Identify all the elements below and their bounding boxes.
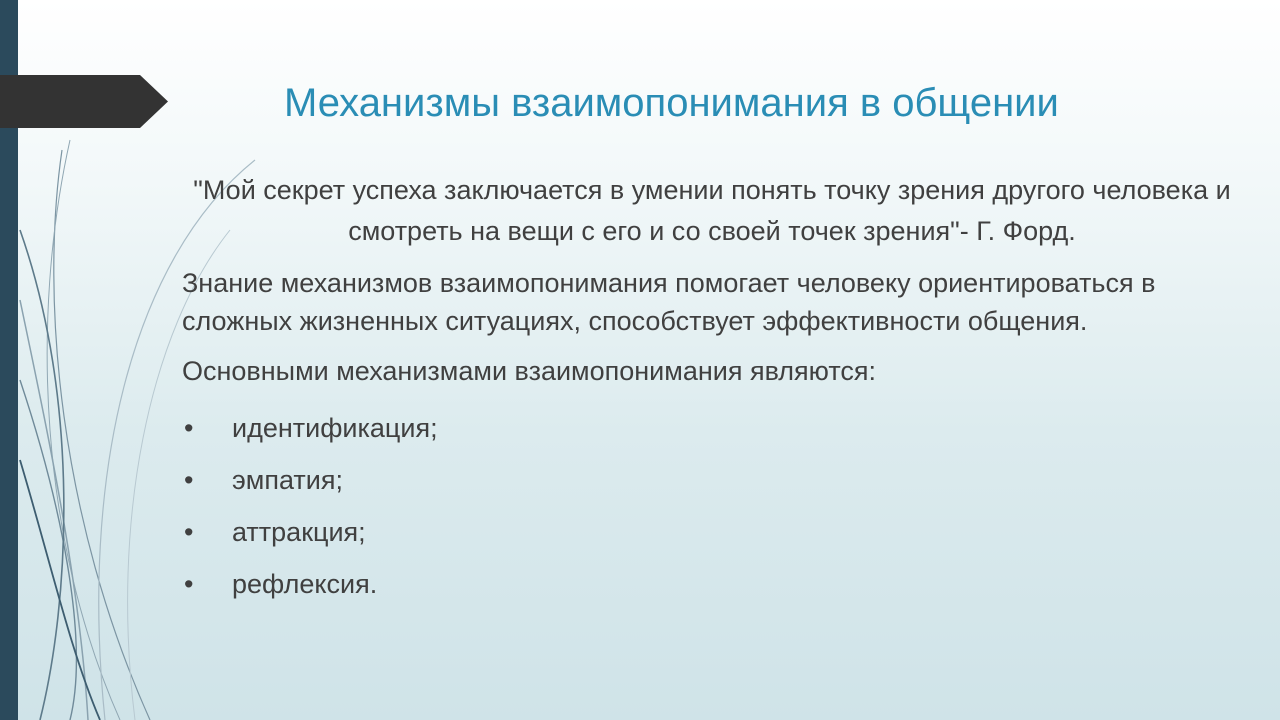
bullet-icon: •	[184, 517, 194, 547]
list-item	[182, 506, 1242, 558]
bullet-icon: •	[184, 569, 194, 599]
slide-content	[182, 170, 1242, 610]
mechanisms-list	[182, 402, 1242, 610]
list-item	[182, 558, 1242, 610]
bullet-icon: •	[184, 413, 194, 443]
list-item	[182, 402, 1242, 454]
list-item-text: эмпатия;	[232, 465, 343, 495]
bullet-icon: •	[184, 465, 194, 495]
list-item-text: идентификация;	[232, 413, 438, 443]
mechanisms-intro: Основными механизмами взаимопонимания являются:	[182, 356, 877, 386]
list-item-text: рефлексия.	[232, 569, 378, 599]
list-item-text: аттракция;	[232, 517, 366, 547]
list-item	[182, 454, 1242, 506]
intro-paragraph: Знание механизмов взаимопонимания помогает человеку ориентироваться в сложных жизненных ситуациях, способствует эффективности общения.	[182, 268, 1156, 336]
slide-title: Механизмы взаимопонимания в общении	[284, 81, 1059, 125]
title-arrow-tab	[0, 75, 168, 128]
ford-quote: "Мой секрет успеха заключается в умении понять точку зрения другого человека и смотреть на вещи с его и со своей точек зрения"- Г. Форд.	[193, 175, 1231, 246]
